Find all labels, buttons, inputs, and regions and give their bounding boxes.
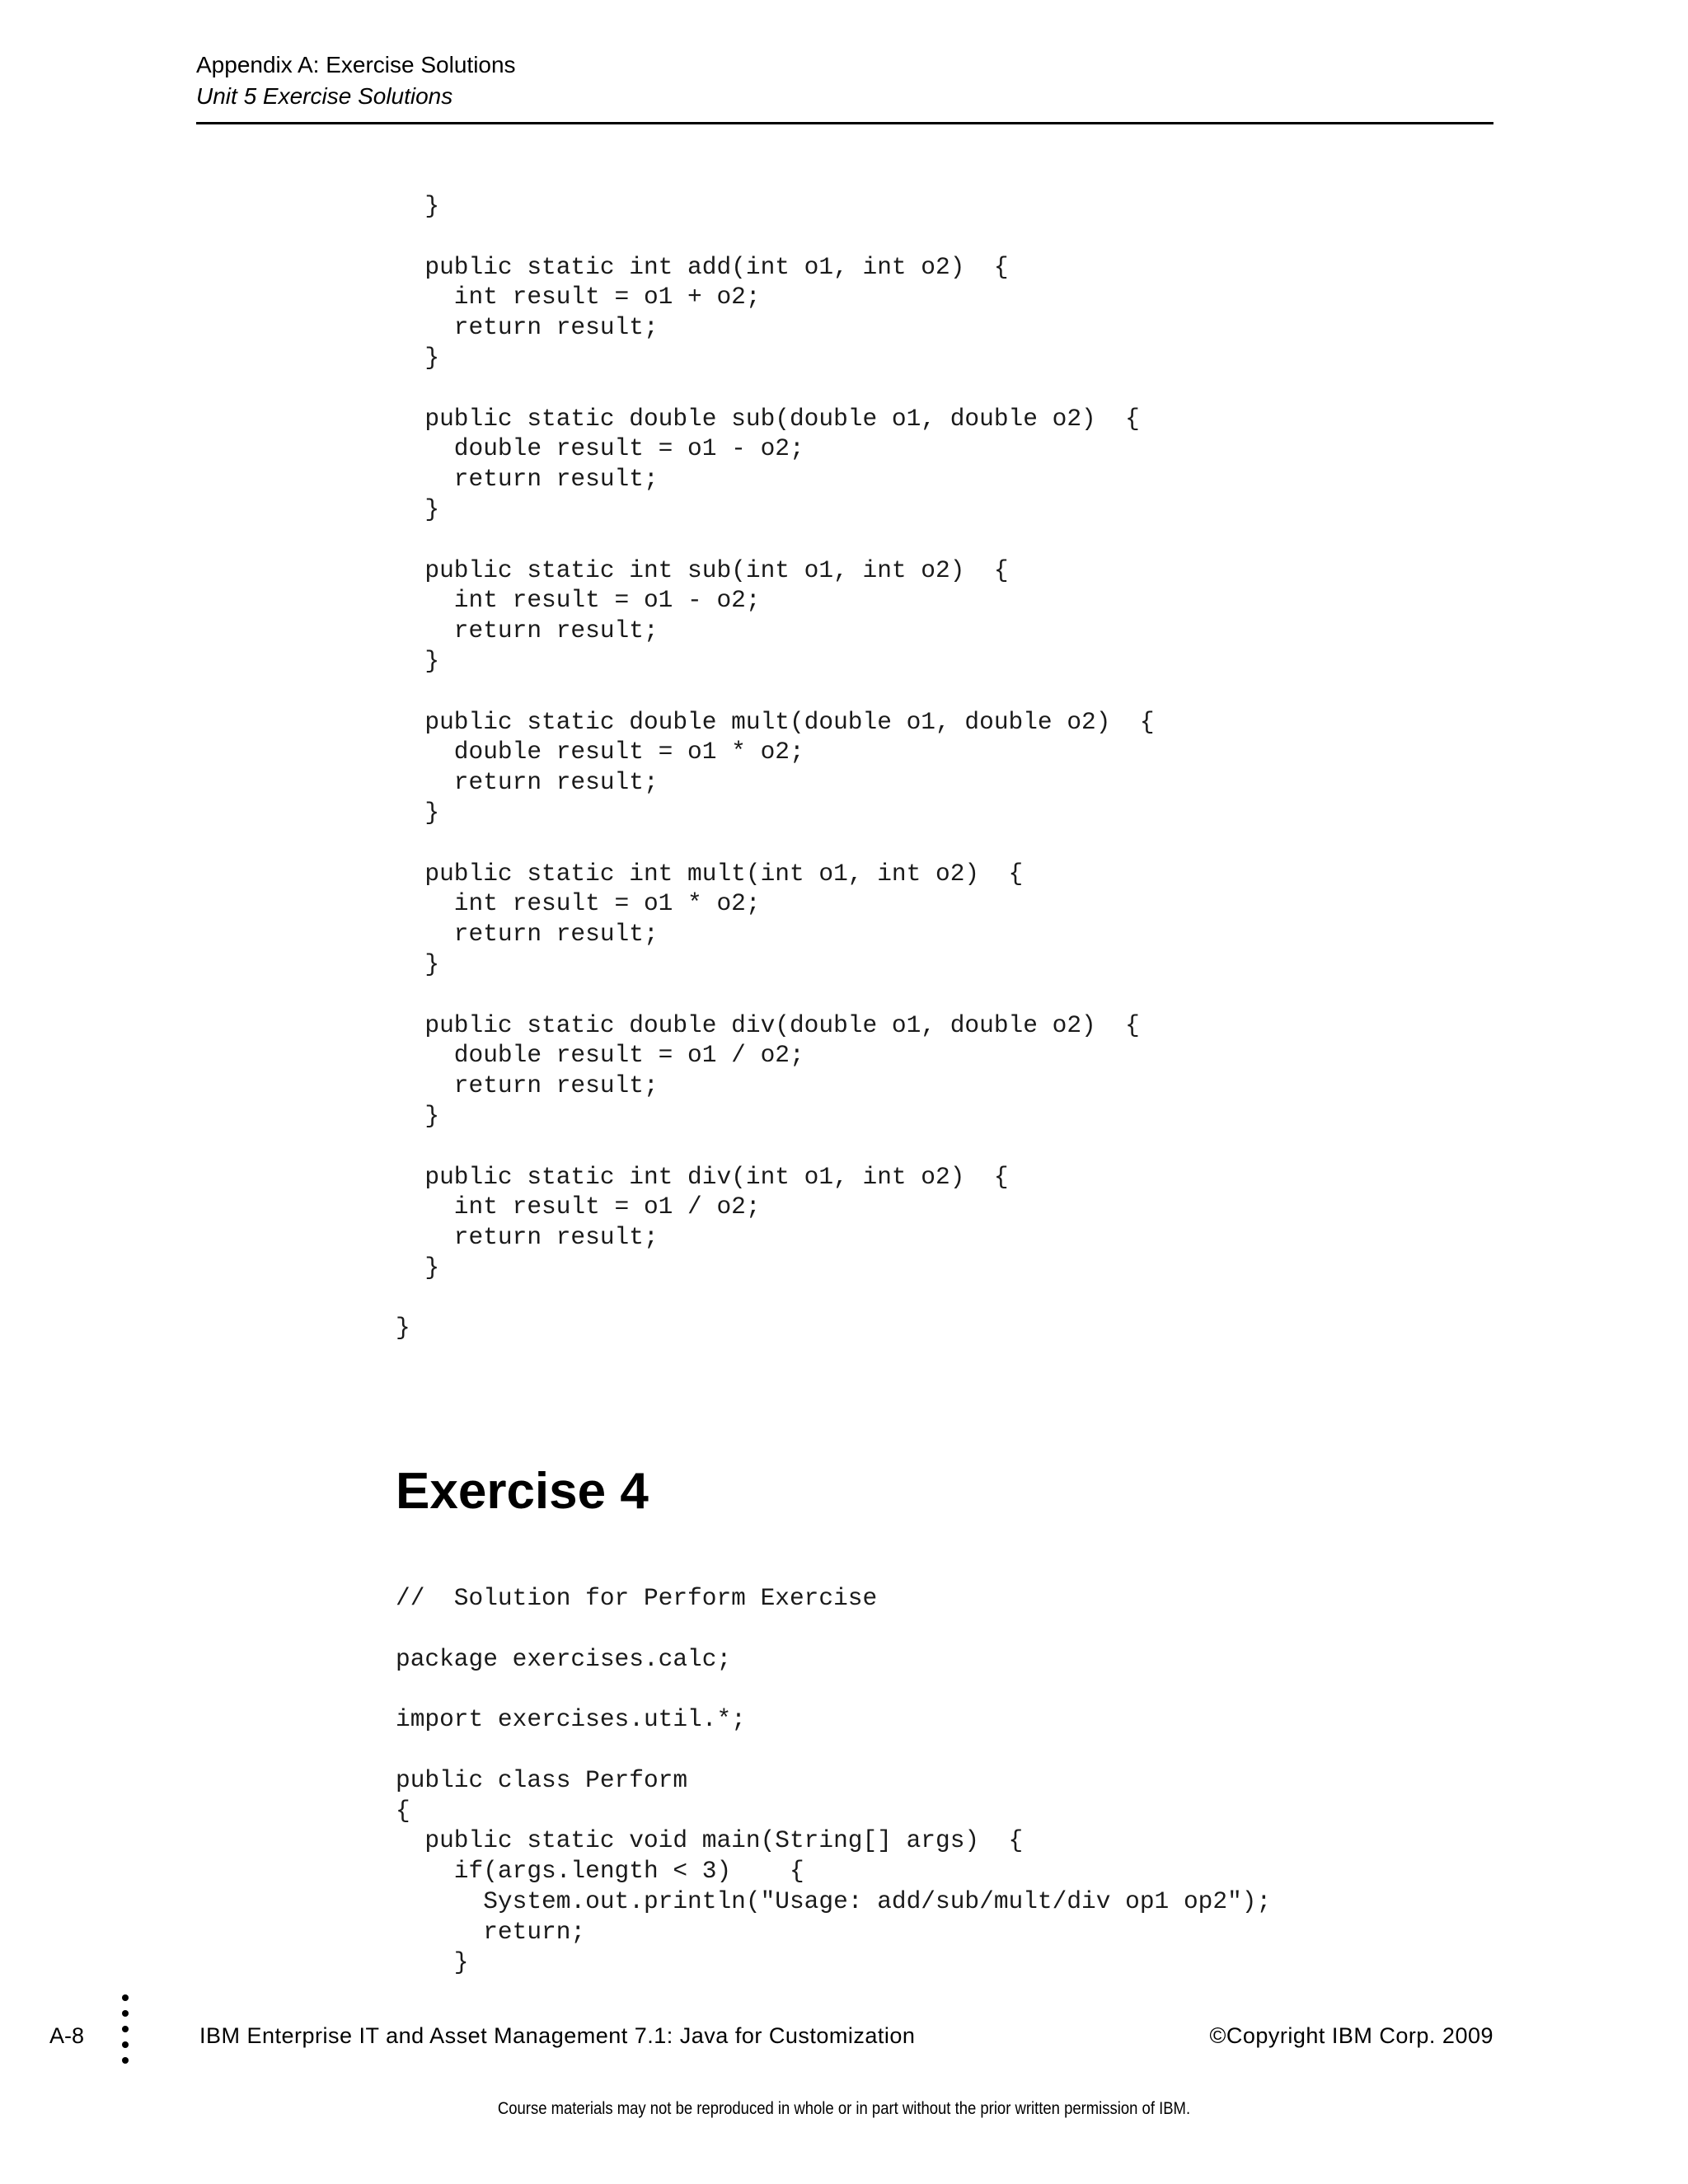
reproduction-notice: Course materials may not be reproduced in whole or in part without the prior written permission of IBM. (497, 2099, 1191, 2118)
unit-subtitle: Unit 5 Exercise Solutions (196, 83, 453, 109)
code-block-perform-solution: // Solution for Perform Exercise package exercises.calc; import exercises.util.*; public class Perform { public static void main(String[] args) { if(args.length < 3) { System.out.println("Usage: add/sub/mult/div op1 op2"); return; } (396, 1584, 1272, 1976)
copyright-notice: ©Copyright IBM Corp. 2009 (1209, 2023, 1493, 2048)
exercise-heading: Exercise 4 (396, 1463, 649, 1520)
appendix-title: Appendix A: Exercise Solutions (196, 52, 516, 77)
course-title: IBM Enterprise IT and Asset Management 7.1: Java for Customization (199, 2023, 916, 2048)
page-number: A-8 (49, 2023, 85, 2048)
code-block-calculator-methods: } public static int add(int o1, int o2) { int result = o1 + o2; return result; } public static double sub(double o1, double o2) { double result = o1 - o2; return result; } public static int sub(int o1, int o2) { int result = o1 - o2; return result; } public static double mult(double o1, double o2) { double result = o1 * o2; return result; } public static int mult(int o1, int o2) { int result = o1 * o2; return result; } public static double div(double o1, double o2) { double result = o1 / o2; return result; } public static int div(int o1, int o2) { int result = o1 / o2; return result; } } (396, 192, 1155, 1343)
header-divider (196, 122, 1493, 124)
footer-dots-decoration (122, 1994, 130, 2073)
page-header (196, 49, 1493, 112)
